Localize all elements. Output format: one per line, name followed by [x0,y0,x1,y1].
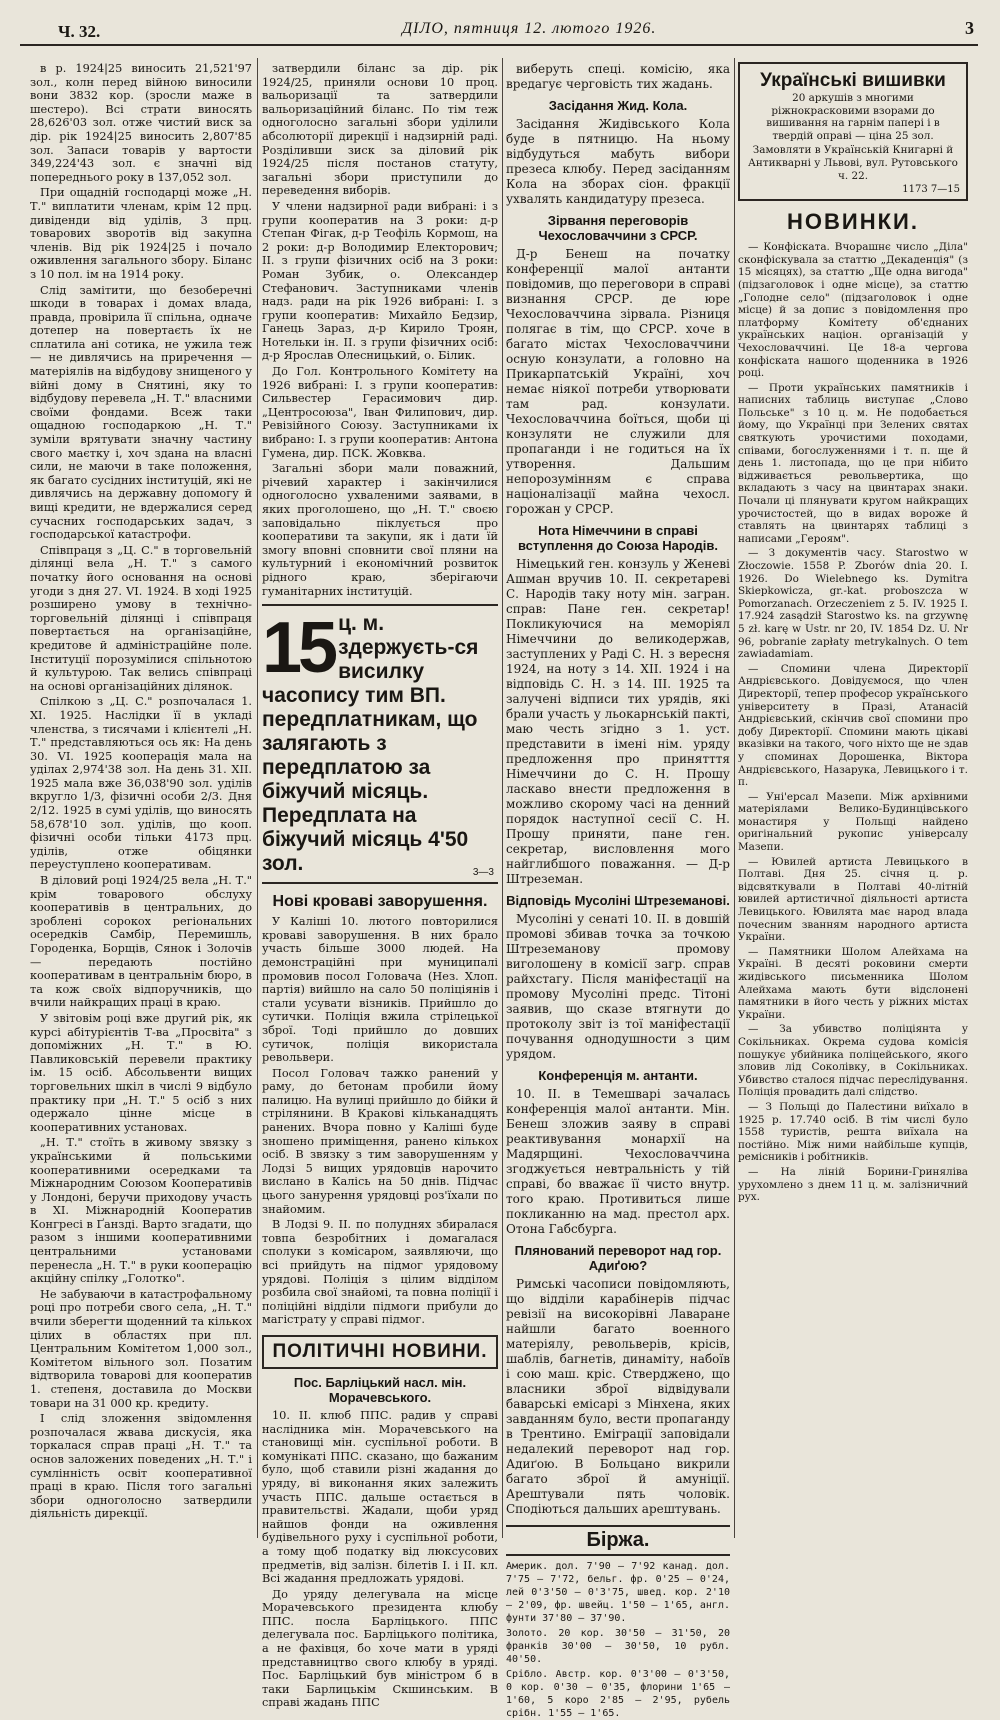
paragraph: У звітовім році вже другий рік, як курсі абітурієнтів Т-ва „Просвіта" з допоміжних „Н. Т." в Ю. Павликовській перевели практику ім. 15 осіб. Абсольвенти вищих торговельних шкіл в числі 9 відбуло практику при „Н. Т." 5 осіб з них одержало цінне місце в кооперативних установах. [30,1011,252,1134]
column-1 [30,62,252,1530]
article-title: Конференція м. антанти. [538,1068,698,1083]
article-title: Нові кровaві заворушення. [272,893,488,911]
ad-code: 1173 7—15 [902,184,960,196]
ad-order: Замовляти в Українській Книгарні й Антикварні у Львові, вул. Рутовського ч. 22. [748,144,958,182]
paragraph: До Гол. Контрольного Комітету на 1926 вибрані: I. з групи кооператив: Сильвестер Герасимович дир. „Центросоюза", Іван Филипович, дир. Ревізійного Союзу. Заступниками іх вибрано: І. з групи кооператив: Антона Гумена, дир. ПСК. Жовква. [262,365,499,460]
news-item: — Памятники Шолом Алейхама на Україні. В десяті роковини смерти жидівського письменника Шолом Алейхама мають бути відслонені памятники в його честь у ріжних містах України. [738,945,968,1021]
rate-line: Америк. дол. 7'90 — 7'92 канад. дол. 7'75 — 7'72, бельг. фр. 0'25 — 0'24, лей 0'3'50 — 0'3'75, швед. кор. 2'10 — 2'09, фр. швейц. 1'50 — 1'65, англ. фунти 37'80 — 37'90. [506,1561,730,1624]
column-2 [262,62,499,1710]
paragraph: Співпраця з „Ц. С." в торговельній ділянці вела „Н. Т." з самого початку його основання на основі угоди з дня 27. VI. 1924. В ході 1925 розширено умову в технічно-торговельній ділянці і співпраця повертається на організаційне, кредитове й адміністраційне поле. Інституції порозумілися спільнотою й культурою. Так велись співпраці на основі організаційних ділянок. [30,543,252,693]
article-title: Засідання Жид. Кола. [548,98,688,113]
exchange-rates [506,1560,730,1720]
column-rule [734,58,735,1538]
paragraph: Німецький ген. конзуль у Женеві Ашман вручив 10. II. секретареві С. Народів таку ноту мін. загран. справ: Пане ген. секретар! Покликуючися на меморіял Німеччини до великодержав, заступлених у Раді С. Н. з вересня 1924, на ноту з 14. XII. 1924 і на відповідь С. Н. з 14. III. 1925 та залучені відписи тих урядів, які брали участь у льокарнській пакті, маю честь згідно з 1. уст. представити в імені нім. уряду предложення про принятття Німеччини до С. Н. Прошу ласкаво внести предложення в можливо скорому часі на денний порядок наступної сесії С. Н. Прошу приняти, пане ген. секретар, висловлення мого найглибшого поважання. — Д-р Штреземан. [506,557,730,886]
paragraph: До уряду делегувала на місце Морачевського президента клюбу ППС. посла Барліцького. ППС делегувала пос. Барліцького політика, а не фахівця, бо хоче мати в уряді представництво свого клюбу в уряді. Пос. Барліцький був міністром б в таки Барлицькім Скшинським. В справі жадань ППС [262,1587,498,1710]
ad-title: Українські вишивки [760,70,946,91]
section-title: ПОЛІТИЧНІ НОВИНИ. [262,1335,498,1369]
paragraph: Засідання Жидівського Кола буде в пятницю. На ньому відбудуться мабуть вибори презеса клюбу. Перед засіданням Кола на зборах сіон. фракції ухвалять кандидатуру презеса. [506,117,730,206]
article-title: Зірвання переговорів Чехословаччини з СРСР. [538,213,698,243]
paragraph: Мусоліні у сенаті 10. II. в довшій промові збивав точка за точкою Штреземанову промову виголошену в комісії загр. справ райхстагу. Після маніфестації на промову Мусоліні предс. Тітоні заявив, що сказе втягнути до протоколу звіт із тої маніфестації почування однодушности з цим урядом. [506,912,730,1061]
column-rule [257,58,258,1538]
issue-number: Ч. 32. [58,22,101,41]
paragraph: 10. II. клюб ППС. радив у справі наслідника мін. Морачевського на становищі мін. суспільної роботи. В комунікаті ППС. сказано, що бажаним було, щоб ставили різні жадання до уряду, ві виконання яких залежить участь ППС. дальше остається в правительстві. Жадали, щоби уряд найшов фонди на оживлення будівельного руху і суспільної роботи, а тому щоб податку від люксусових предметів, від залізн. білетів I. і II. кл. Всі жадання предложать урядові. [262,1408,498,1586]
notice-number: 15 [262,608,335,689]
subscription-notice [262,604,498,884]
column-3 [506,62,730,1719]
page-header [20,14,978,46]
paragraph: У члени надзирної ради вибрані: і з групи кооператив на 3 роки: д-р Степан Фігак, д-р Теофіль Кормош, на 2 роки: д-р Володимир Електорович; II. з групи фізичних осіб на 3 роки: Роман Зубик, о. Олександер Стефанович. Заступниками членів надз. ради на рік 1926 вибрані: I. з групи кооператив: Михайло Бедзир, Ганець Зараз, д-р Кирило Троян, Нотельки ін. II. з групи фізичних осіб: д-р Ярослав Олесницький, о. Білик. [262,199,498,363]
section-title: Біржа. [506,1525,730,1556]
news-item: — З документів часу. Starostwo w Złoczowie. 1558 P. Zborów dnia 20. I. 1926. Do Wielebnego ks. Dymitra Skiepkowicza, gr.-kat. proboszcza w Pomorzanach. Orzeczeniem z 5. IV. 1925 I. 17.924 zasądził Starostwo ks. na grzywnę 5 zł. karę w Ustr. nr 20, IV. 1854 Dz. U. Nr 96, pobranie zapłaty metrykalnych. O tem zawiadamiam. [738,547,968,661]
ad-text: 20 аркушів з многими ріжнокрасковими взорами до вишивання на гарнім папері і в твердій оправі — ціна 25 зол. [766,92,940,142]
rate-line: Срібло. Австр. кор. 0'3'00 — 0'3'50, 0 кор. 0'30 — 0'35, флорини 1'65 — 1'60, 5 коро 2'85 — 2'95, рубель срібн. 1'55 — 1'65. [506,1669,730,1719]
paragraph: Спілкою з „Ц. С." розпочалася 1. XI. 1925. Наслідки її в укладі членства, з тисячами і клієнтелі „Н. Т." представляються ось як: На день 30. VI. 1925 кооперація мала на уділах 2,974'38 зол. На день 31. XII. 1925 мала вже 36,038'90 зол. уділів вкругло 1/3, фізичні особи 2/3. Дня 2/12. 1925 в сумі уділів, що виносять 58,678'10 зол. уділів, що кооп. фізичні особи тільки 4173 прц. уділів, отже обіцянки переуступлено кооперативам. [30,695,252,872]
article-title: Відповідь Мусоліні Штреземанові. [506,893,730,908]
masthead: ДІЛО, пятниця 12. лютого 1926. [402,20,657,37]
advertisement [738,62,968,201]
paragraph: В діловий році 1924/25 вела „Н. Т." крім товарового обслуху кооперативів в центральних, до зроблені сорокох регіональних осередків Самбір, Перемишль, Городенка, Борщів, Сянок і Золочів — передають постійно кооперативам в центральнім бюро, в та кож своїх відпоручників, що вчили найкращих праці в краю. [30,874,252,1010]
paragraph: Загальні збори мали поважний, річевий характер і закінчилися одноголосно ухваленими заявами, в яких проголошено, що „Н. Т." своєю заповідально піклується про кооперативи та закупи, як і дати їй змогу вповні сповнити свої пляни на культурний і економічний розвиток рідного краю, зберігаючи гуманітарних інституцій. [262,462,498,598]
column-rule [502,58,503,1538]
notice-code: 3—3 [472,867,494,879]
column-4 [738,62,968,1530]
article-title: Нота Німеччини в справі вступлення до Союза Народів. [517,523,719,553]
article-title: Пос. Барліцький насл. мін. Морачевського. [293,1374,467,1405]
news-item: — На ліній Борини-Гриняліва урухомлено з днем 11 ц. м. залізничний рух. [738,1165,968,1204]
paragraph: І слід зложення звідомлення розпочалася жвава дискусія, яка торкалася справ праці „Н. Т." та основ заложених поведених „Н. Т." і сумлінність освіт кооперативної праці в краю. Після того загальні збори одноголосно затвердили діяльність дирекції. [30,1412,252,1521]
paragraph: Д-р Бенеш на початку конференції малої антанти повідомив, що переговори в справі визнання СРСР. де юре Чехословаччина зірвала. Різниця полягає в тім, що СРСР. хоче в багато містах Чехословаччини осную конзулати, а головно на Прикарпатській Україні, хоч немає ніякої потреби утворювати там рад. конзулати. Чехословаччина боїться, щоби ці конзуляти не служили для пропаганди і не годиться на їх утворення. Дальшим непорозумінням є справа націоналізації майна чехосл. горожан у СРСР. [506,247,730,516]
paragraph: Слід замітити, що безоберечні шкоди в товарах і домах влада, правда, провірила її спільна, одначе дотепер на повертаєть їх не сплатила ані сотика, не ужила теж — не дивлячись на приречення — матеріялів на відбудову знищеного у війні дому в Снятині, яку то відбудову перевела „Н. Т." власними своїми фондами. Всеж таки ощадною господаркою „Н. Т." зуміли врятувати значну частину свого маєтку і, хоч здана на власні сили, не маючи в таке положення, як багато сусідних інституцій, які не дивлячись на державну допомогу й вищі кредити, не вдержалися серед сучасних господарських задач, з господарської катастрофи. [30,283,252,542]
news-item: — Ювилей артиста Левицького в Полтаві. Дня 25. січня ц. р. відсвяткували в Полтаві 40-літній ювилей артистичної діяльності артиста Левицького. Ювилята має народ влада почесним званням народного артиста України. [738,855,968,944]
paragraph: В Лодзі 9. II. по полуднях збиралася товпа безробітних і домагалася сполуки з комісаром, заявляючи, що всі прийдуть на підмог урядовому урядові. Поліція з цілим відділом розбила свої знайомі, та повна поліції і поліційні відділи підмоги прибули до магістрату у справі підмог. [262,1218,498,1327]
paragraph: затвердили біланс за дір. рік 1924/25, приняли основи 10 проц. вальоризації та затвердили вальоризаційний біланс. По тім теж одноголосно загальні збори уділили абсолюторії дирекції і надзирній раді. Розділивши зиск за діловий рік 1924/25 після постанов статуту, загальні збори приступили до переведення виборів. [262,62,498,198]
rate-line: Золото. 20 кор. 30'50 — 31'50, 20 франків 30'00 — 30'50, 10 рубл. 40'50. [506,1628,730,1665]
paragraph: Римські часописи повідомляють, що відділи карабінерів підчас ревізії на високорівні Лаваране найшли багато военного матеріялу, револьверів, крісів, шаблів, багнетів, динаміту, набоїв і сою маш. кріс. Стверджено, що власники зброї відвідували баварські емісарі з Мінхена, яких завданням було, вести пропаганду в Трентино. Еміграції заповідали недалекий переворот над гор. Адиґою. В Больцано викрили багато зброї й амуніції. Арештували пять чоловік. Сподіються дальших арештувань. [506,1277,730,1516]
paragraph: виберуть спеці. комісію, яка вредагує черговість тих жадань. [506,62,730,91]
paragraph: в р. 1924|25 виносить 21,521'97 зол., колн перед війною виносили вони 3832 кор. (зросли маже в шестеро). Всі страти виносять 28,626'03 зол. отже чистий виск за дір. рік 1924|25 виносить 2,807'85 зол. Запаси товарів у вартости 349,224'43 зол. є значні від попереднього року в 137,052 зол. [30,62,252,184]
news-item: — Проти українських памятників і написних таблиць виступає „Слово Польське" з 10 ц. м. Не подобається йому, що Українці при Зелених святах святкують урочистими походами, співами, богослуженнями і т. п. ще й день 1. листопада, що це при нібито відживається револьвертика, що вкладають з часу на цвинтарах знаки. Почали ці плянувати кругом найкращих урочистостей, що в видах вороже й ставлять на цвинтарях таблиці з написами „Героям". [738,381,968,545]
section-title: НОВИНКИ. [787,209,919,235]
news-item: — Уні'ерсал Мазепи. Між архівними матеріялами Велико-Будинцівського монастиря у Польщі найдено оригінальний рукопис універсалу Мазепи. [738,790,968,854]
news-item: — Спомини члена Директорії Андрієвського. Довідуємося, що член Директорії, тепер професор українського університету в Празі, Атанасій Андрієвський, скінчив свої спомини про добу Директорії. Спомини мають цікаві вказівки на такого, чого ніхто ще не здав у споминах Дорошенка, Віктора Андрієвського, Назарука, Левицького і т. п. [738,662,968,789]
paragraph: При ощадній господарці може „Н. Т." виплатити членам, крім 12 прц. дивіденди від уділів, 3 прц. товарових зворотів від закупна членів. Від рік 1924|25 і почало оживлення загального збору. Біланс з 10 пол. ім на 1914 року. [30,186,252,281]
article-title: Плянований переворот над гор. Адиґою? [514,1243,722,1273]
paragraph: У Каліші 10. лютого повторилися кровaві заворушення. В них брало участь більше 3000 людей. На демонстраційні при муниципалі промовив посол Головача (Нез. Хлоп. партія) вийшло на сало 50 поліціянів і стали усувати візників. Прийшло до сутички. Поліція вжила стрілецької зброї. Тоді прийшло до довших сутичок, поліція використала револьвери. [262,915,498,1065]
paragraph: „Н. Т." стоїть в живому звязку з українськими й польськими кооперативними осередками та Міжнародним Союзом Кооперативів у Лондоні, беручи приходову участь в XI. Міжнародній Кооператив Конгресі в Ґанзді. Варто згадати, що разом з іншими кооперативними центральними установами перенесла „Н. Т." в руки кооперацію акційну спілку „Голотко". [30,1136,252,1286]
paragraph: Посол Головач тажко ранений у раму, до бетонам пробили йому палицю. На вулиці прийшло до бійки й стрілянини. В Кракові кільканадцять ранених. Вчора повно у Каліші буде зношено приміщення, ранено кількох осіб. В звязку з тим заворушенням у Лодзі 5 вищих урядовців нарочито вислано в Калісь на 50 днів. Підчас цього занурення урядовці роз'їхали по знайомим. [262,1066,498,1216]
news-item: — З Польщі до Палестини виїхало в 1925 р. 17.740 осіб. В тім числі було 1558 туристів, решта виїхала на постійно. Між ними найбільше купців, ремісників і робітників. [738,1100,968,1164]
notice-text: ц. м. здержуєть-ся висилку часопису тим ВП. передплатникам, що залягають з передплатою за біжучий місяць. Передплата на біжучий місяць 4'50 зол. [262,612,479,876]
paragraph: Не забуваючи в катастрофальному році про потреби свого села, „Н. Т." вчили зберегти щоденний та кількох цілих в областях при пл. Центральним Комітетом 1,000 зол., Комітетом вільного зол. Позатим відтворила товарові для кооператив 1. степеня, доставила до Москви товари на 31 000 кр. кредиту. [30,1287,252,1410]
news-item: — Конфіската. Вчорашнє число „Діла" сконфіскувала за статтю „Декаденція" (з 15 місяцях), за статтю „Ще одна вигода" (підзаголовок і одне місце), за статтю „Голодне село" (підзаголовок і одне місце) й за допис з повідомлення про платформу Комітету об'єднаних українських націон. організацій у Чехословаччині. Це 18-а чергова конфіската нашого щоденника в 1926 році. [738,241,968,380]
page-number: 3 [965,18,974,38]
paragraph: 10. II. в Темешварі зачалась конференція малої антанти. Мін. Бенеш зложив заяву в справі реактивування монархії на Мадярщині. Чехословаччина згоджується невтральність у тій справі, бо вважає її чисто внутр. того краю. Противиться лише покликанню на мад. престол арх. Отона Габсбурга. [506,1087,730,1236]
news-item: — За убивство поліціянта у Сокільниках. Окрема судова комісія пошукує убийника поліцейського, якого зловив лід Соколівку, в Сокільниках. Убивство сталося підчас переслідування. Поліція провадить далі слідство. [738,1023,968,1099]
